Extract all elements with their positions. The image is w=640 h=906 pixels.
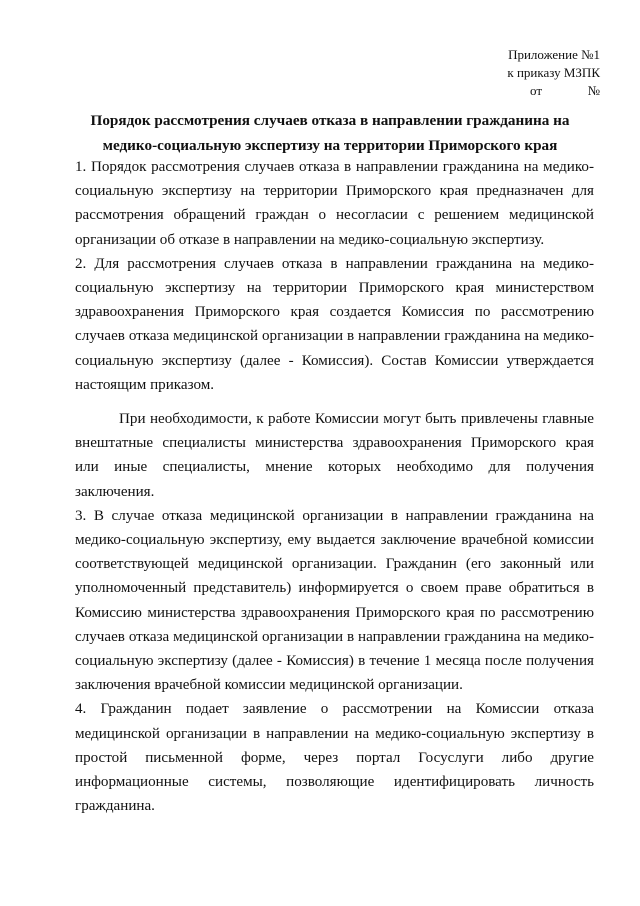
document-title xyxy=(60,108,600,158)
document-body xyxy=(75,155,594,818)
appendix-number-label: № xyxy=(587,83,600,98)
appendix-header xyxy=(460,46,600,100)
title-line-2: медико-социальную экспертизу на территории Приморского края xyxy=(102,137,558,154)
paragraph-1: 1. Порядок рассмотрения случаев отказа в направлении гражданина на медико-социальную экспертизу на территории Приморского края предназначен для рассмотрения обращений граждан о несогласии с решением медицинской организации об отказе в направлении на медико-социальную экспертизу. xyxy=(75,159,594,248)
appendix-date-number-line xyxy=(460,82,600,100)
paragraph-2-note: При необходимости, к работе Комиссии могут быть привлечены главные внештатные специалисты министерства здравоохранения Приморского края или иные специалисты, мнение которых необходимо для получения заключения. xyxy=(75,411,594,500)
paragraph-2: 2. Для рассмотрения случаев отказа в направлении гражданина на медико-социальную экспертизу на территории Приморского края министерством здравоохранения Приморского края создается Комиссия по рассмотрению случаев отказа медицинской организации в направлении гражданина на медико-социальную экспертизу (далее - Комиссия). Состав Комиссии утверждается настоящим приказом. xyxy=(75,255,594,393)
appendix-date-label: от xyxy=(530,83,543,98)
title-line-1: Порядок рассмотрения случаев отказа в направлении гражданина на xyxy=(90,112,570,129)
paragraph-4: 4. Гражданин подает заявление о рассмотрении на Комиссии отказа медицинской организации в направлении на медико-социальную экспертизу в простой письменной форме, через портал Госуслуги либо другие информационные системы, позволяющие идентифицировать личность гражданина. xyxy=(75,701,594,815)
appendix-line-2: к приказу МЗПК xyxy=(507,65,600,80)
paragraph-3: 3. В случае отказа медицинской организации в направлении гражданина на медико-социальную экспертизу, ему выдается заключение врачебной комиссии соответствующей медицинской организации. Гражданин (его законный или уполномоченный представитель) информируется о своем праве обратиться в Комиссию министерства здравоохранения Приморского края по рассмотрению случаев отказа медицинской организации в направлении гражданина на медико-социальную экспертизу (далее - Комиссия) в течение 1 месяца после получения заключения врачебной комиссии медицинской организации. xyxy=(75,507,594,694)
appendix-line-1: Приложение №1 xyxy=(508,47,600,62)
